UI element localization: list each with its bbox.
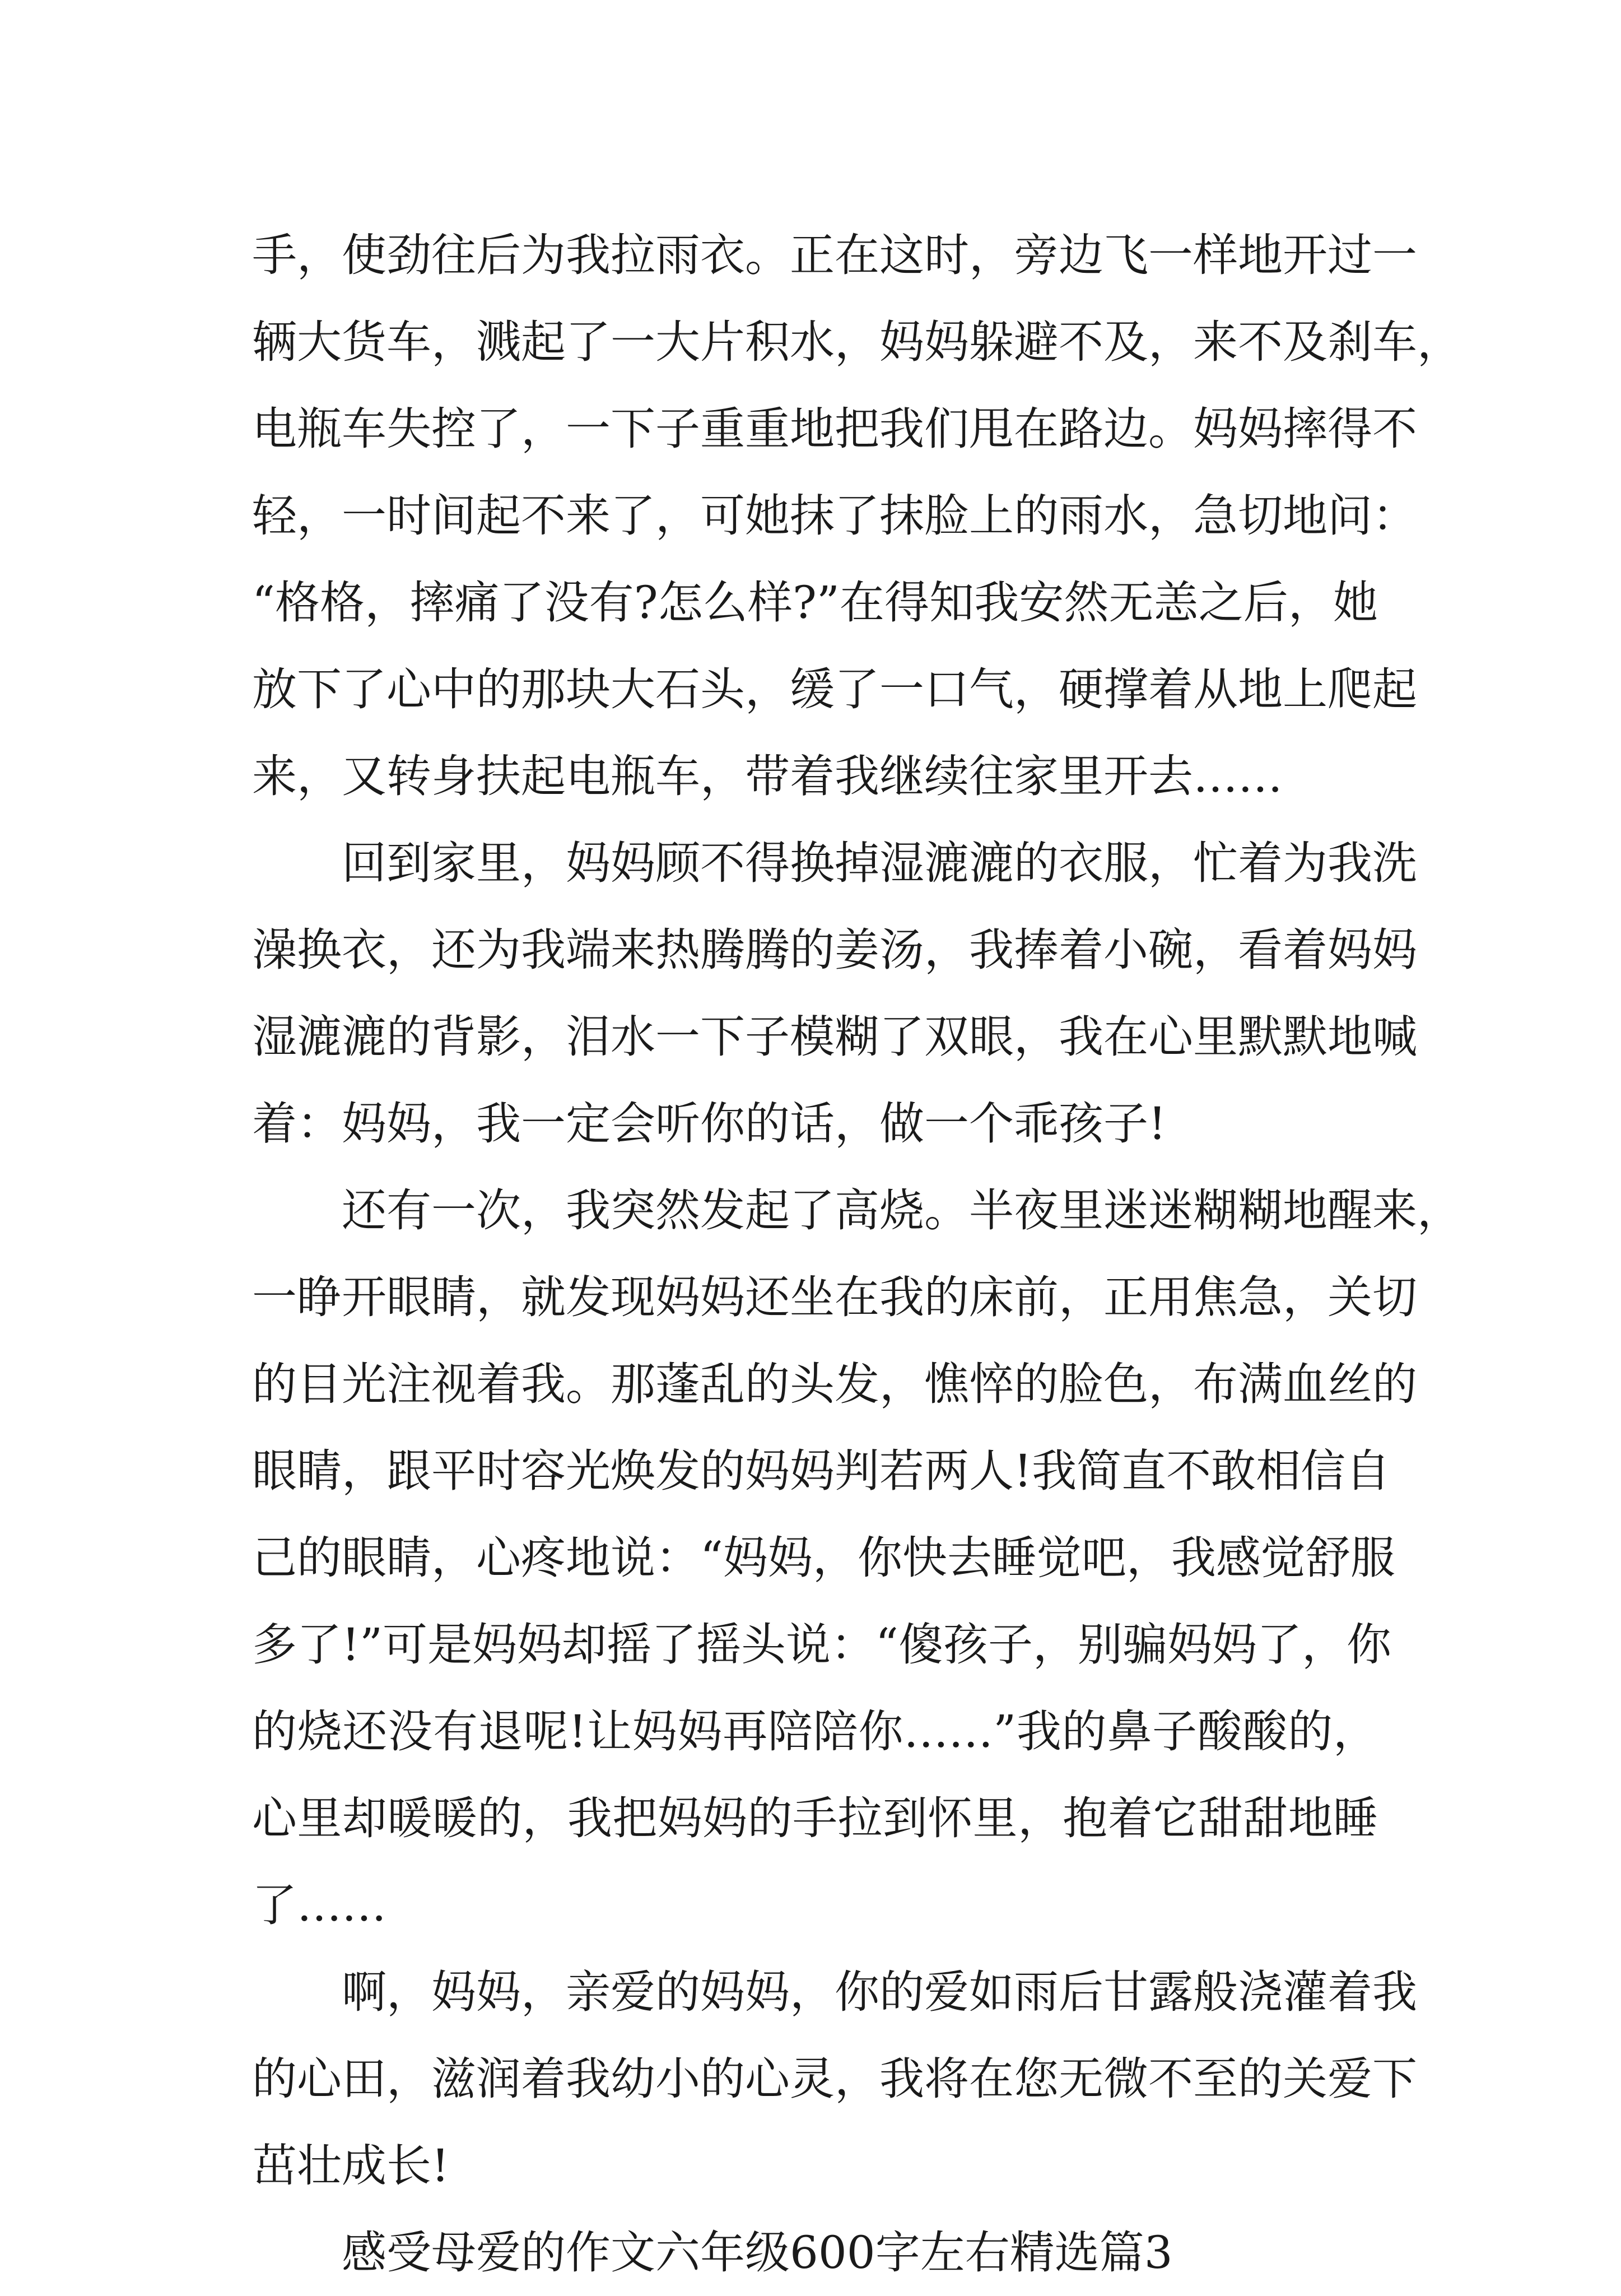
document-body [252, 212, 1462, 2296]
text-line: 来，又转身扶起电瓶车，带着我继续往家里开去…… [252, 750, 1283, 802]
text-line: 心里却暖暖的，我把妈妈的手拉到怀里，抱着它甜甜地睡 [252, 1792, 1378, 1844]
text-line: 多了!”可是妈妈却摇了摇头说：“傻孩子，别骗妈妈了，你 [252, 1619, 1391, 1671]
text-line: 了…… [252, 1879, 386, 1931]
text-line: 澡换衣，还为我端来热腾腾的姜汤，我捧着小碗，看着妈妈 [252, 924, 1417, 976]
text-line: 的目光注视着我。那蓬乱的头发，憔悴的脸色，布满血丝的 [252, 1358, 1417, 1410]
text-line: 着：妈妈，我一定会听你的话，做一个乖孩子! [252, 1098, 1167, 1150]
text-line: “格格，摔痛了没有?怎么样?”在得知我安然无恙之后，她 [252, 577, 1378, 629]
text-line: 啊，妈妈，亲爱的妈妈，你的爱如雨后甘露般浇灌着我 [342, 1966, 1417, 2018]
text-line: 一睁开眼睛，就发现妈妈还坐在我的床前，正用焦急，关切 [252, 1271, 1417, 1323]
text-line: 手，使劲往后为我拉雨衣。正在这时，旁边飞一样地开过一 [252, 229, 1417, 281]
text-line: 还有一次，我突然发起了高烧。半夜里迷迷糊糊地醒来， [342, 1184, 1462, 1237]
text-line: 湿漉漉的背影，泪水一下子模糊了双眼，我在心里默默地喊 [252, 1011, 1417, 1063]
text-line: 己的眼睛，心疼地说：“妈妈，你快去睡觉吧，我感觉舒服 [252, 1532, 1395, 1584]
text-line: 的烧还没有退呢!让妈妈再陪陪你……”我的鼻子酸酸的， [252, 1705, 1378, 1758]
text-line: 眼睛，跟平时容光焕发的妈妈判若两人!我简直不敢相信自 [252, 1445, 1391, 1497]
text-line: 回到家里，妈妈顾不得换掉湿漉漉的衣服，忙着为我洗 [342, 837, 1417, 889]
text-line: 感受母爱的作文六年级600字左右精选篇3 [342, 2227, 1173, 2279]
text-line: 的心田，滋润着我幼小的心灵，我将在您无微不至的关爱下 [252, 2053, 1417, 2105]
text-line: 轻，一时间起不来了，可她抹了抹脸上的雨水，急切地问： [252, 490, 1417, 542]
text-line: 辆大货车，溅起了一大片积水，妈妈躲避不及，来不及刹车， [252, 316, 1462, 368]
text-line: 放下了心中的那块大石头，缓了一口气，硬撑着从地上爬起 [252, 663, 1417, 715]
text-line: 茁壮成长! [252, 2140, 450, 2192]
text-line: 电瓶车失控了，一下子重重地把我们甩在路边。妈妈摔得不 [252, 403, 1417, 455]
